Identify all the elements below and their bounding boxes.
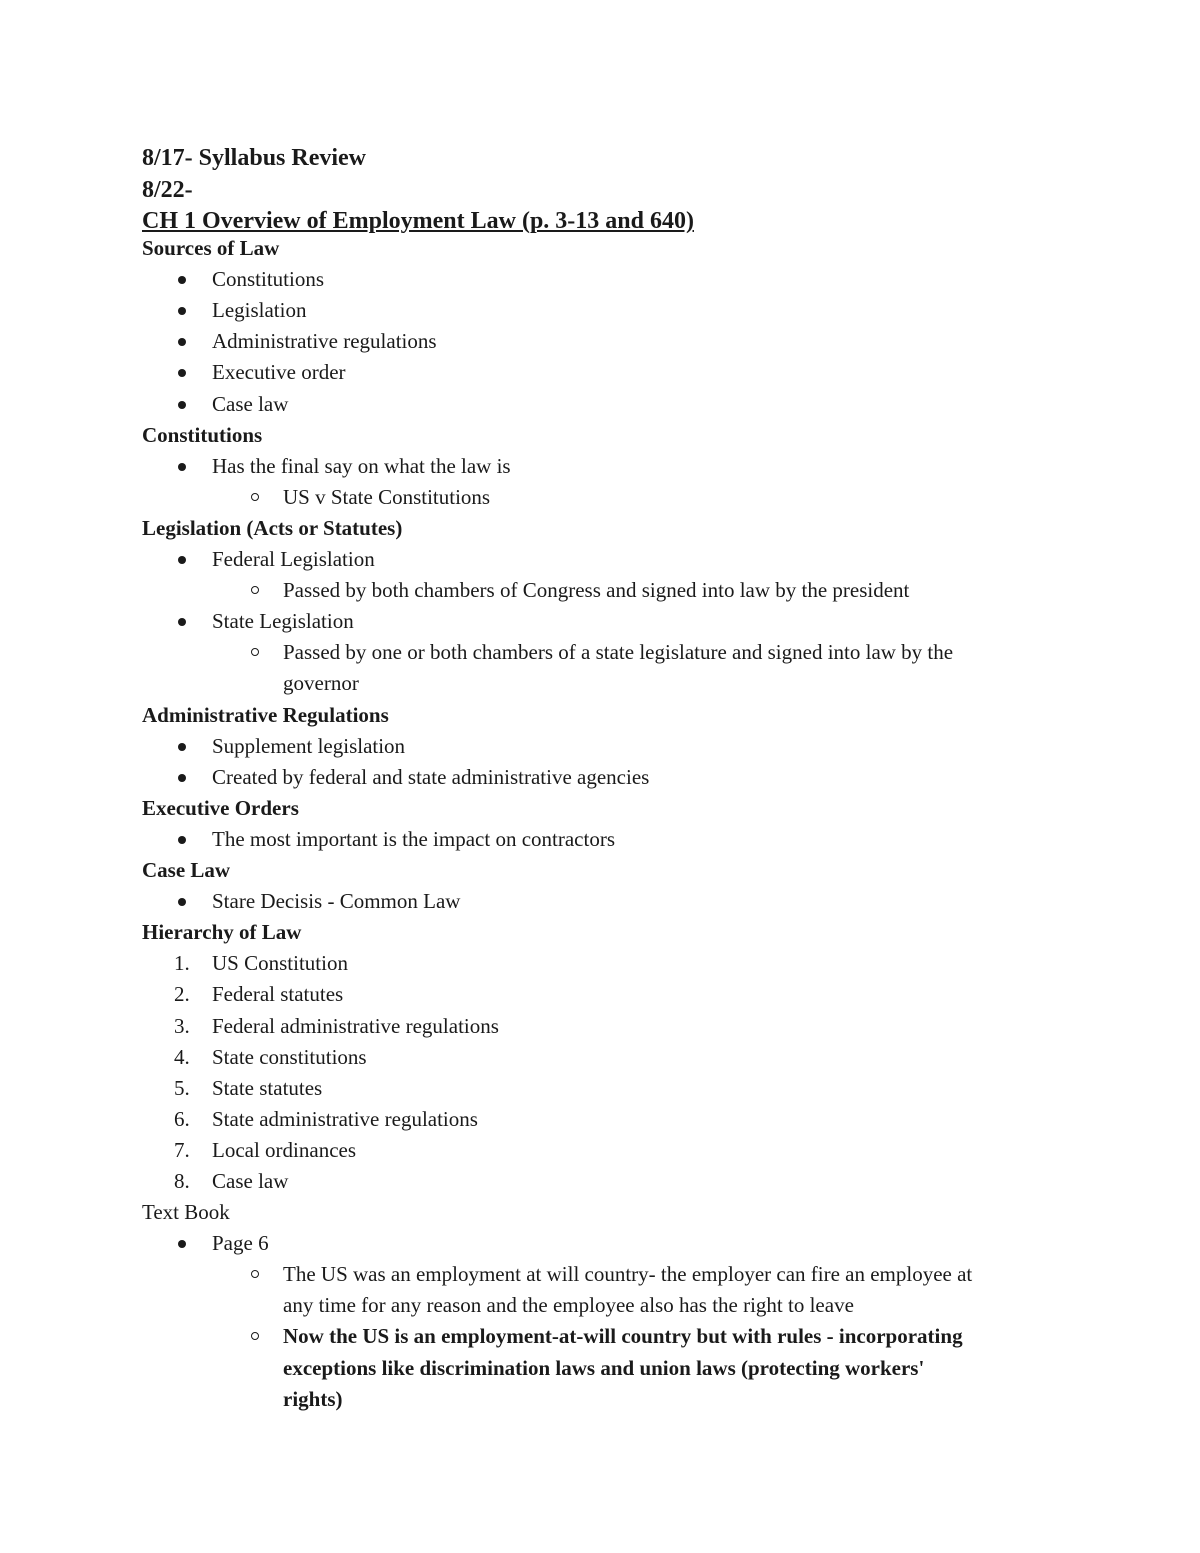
section-heading-text: Hierarchy of Law bbox=[142, 920, 302, 944]
bullet-text: The US was an employment at will country- the employer can fire an employee at bbox=[283, 1262, 973, 1286]
list-number: 2. bbox=[174, 982, 190, 1006]
section-heading-text: Executive Orders bbox=[142, 796, 299, 820]
bullet-text: Case law bbox=[212, 392, 289, 416]
bullet-text: The most important is the impact on contractors bbox=[212, 827, 615, 851]
bullet-text: any time for any reason and the employee also has the right to leave bbox=[283, 1293, 854, 1317]
bullet-text: governor bbox=[283, 671, 359, 695]
bullet-text: Federal Legislation bbox=[212, 547, 375, 571]
bullet-text: Constitutions bbox=[212, 267, 325, 291]
heading-text: CH 1 Overview of Employment Law (p. 3-13 and 640) bbox=[142, 208, 694, 234]
bullet-disc-icon bbox=[178, 338, 186, 346]
list-number: 6. bbox=[174, 1107, 190, 1131]
bullet-circle-icon bbox=[251, 1270, 259, 1278]
heading-text: 8/17- Syllabus Review bbox=[142, 145, 367, 171]
bullet-disc-icon bbox=[178, 369, 186, 377]
bullet-text: Executive order bbox=[212, 360, 346, 384]
bullet-disc-icon bbox=[178, 898, 186, 906]
bullet-text: Passed by both chambers of Congress and signed into law by the president bbox=[283, 578, 910, 602]
bullet-text: Created by federal and state administrative agencies bbox=[212, 765, 650, 789]
bullet-disc-icon bbox=[178, 743, 186, 751]
bullet-circle-icon bbox=[251, 1332, 259, 1340]
bullet-text: Supplement legislation bbox=[212, 734, 406, 758]
bullet-text: rights) bbox=[283, 1387, 343, 1411]
bullet-text: Now the US is an employment-at-will country but with rules - incorporating bbox=[283, 1324, 963, 1348]
bullet-disc-icon bbox=[178, 774, 186, 782]
section-heading-text: Administrative Regulations bbox=[142, 703, 389, 727]
numbered-text: State constitutions bbox=[212, 1045, 367, 1069]
section-heading-text: Sources of Law bbox=[142, 236, 280, 260]
heading-text: 8/22- bbox=[142, 177, 193, 203]
plain-text: Text Book bbox=[142, 1200, 230, 1224]
numbered-text: Federal statutes bbox=[212, 982, 344, 1006]
list-number: 4. bbox=[174, 1045, 190, 1069]
bullet-text: exceptions like discrimination laws and union laws (protecting workers' bbox=[283, 1356, 925, 1380]
bullet-disc-icon bbox=[178, 401, 186, 409]
bullet-disc-icon bbox=[178, 276, 186, 284]
numbered-text: State administrative regulations bbox=[212, 1107, 478, 1131]
numbered-text: Local ordinances bbox=[212, 1138, 357, 1162]
bullet-text: Passed by one or both chambers of a state legislature and signed into law by the bbox=[283, 640, 954, 664]
bullet-disc-icon bbox=[178, 463, 186, 471]
section-heading-text: Case Law bbox=[142, 858, 231, 882]
numbered-text: Case law bbox=[212, 1169, 289, 1193]
bullet-text: Stare Decisis - Common Law bbox=[212, 889, 461, 913]
numbered-text: US Constitution bbox=[212, 951, 348, 975]
bullet-circle-icon bbox=[251, 493, 259, 501]
section-heading-text: Legislation (Acts or Statutes) bbox=[142, 516, 403, 540]
list-number: 7. bbox=[174, 1138, 190, 1162]
numbered-text: State statutes bbox=[212, 1076, 323, 1100]
bullet-text: Page 6 bbox=[212, 1231, 269, 1255]
bullet-disc-icon bbox=[178, 836, 186, 844]
bullet-circle-icon bbox=[251, 648, 259, 656]
section-heading-text: Constitutions bbox=[142, 423, 263, 447]
list-number: 1. bbox=[174, 951, 190, 975]
bullet-disc-icon bbox=[178, 307, 186, 315]
bullet-text: Has the final say on what the law is bbox=[212, 454, 511, 478]
bullet-text: State Legislation bbox=[212, 609, 354, 633]
bullet-text: Legislation bbox=[212, 298, 307, 322]
bullet-disc-icon bbox=[178, 618, 186, 626]
bullet-text: Administrative regulations bbox=[212, 329, 437, 353]
list-number: 8. bbox=[174, 1169, 190, 1193]
bullet-disc-icon bbox=[178, 1240, 186, 1248]
list-number: 3. bbox=[174, 1014, 190, 1038]
bullet-disc-icon bbox=[178, 556, 186, 564]
numbered-text: Federal administrative regulations bbox=[212, 1014, 499, 1038]
bullet-circle-icon bbox=[251, 586, 259, 594]
bullet-text: US v State Constitutions bbox=[283, 485, 491, 509]
list-number: 5. bbox=[174, 1076, 190, 1100]
